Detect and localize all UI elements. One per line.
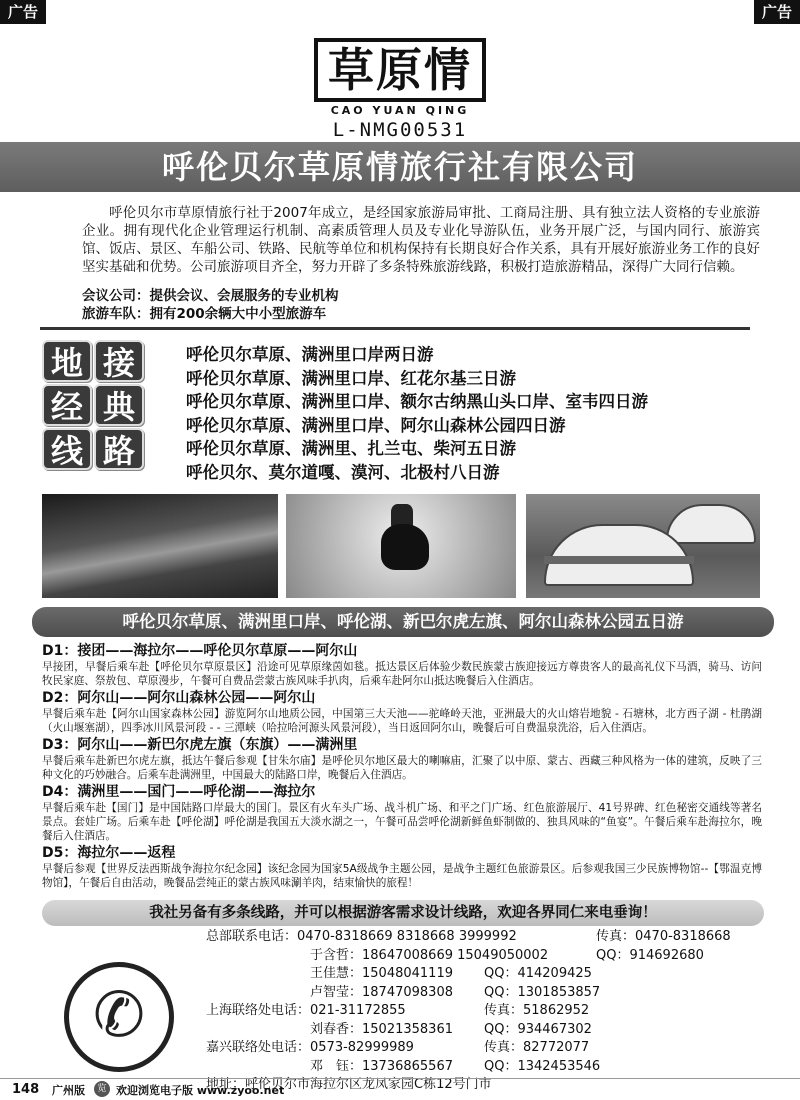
itinerary-day	[42, 642, 762, 688]
section-char-tile: 接	[94, 340, 144, 382]
route-item: 呼伦贝尔、莫尔道嘎、漠河、北极村八日游	[186, 462, 500, 482]
contact-phone: 王佳慧：15048041119	[310, 966, 453, 981]
day-title: D3：阿尔山——新巴尔虎左旗（东旗）——满洲里	[42, 737, 358, 753]
contact-fax-qq: QQ：934467302	[484, 1021, 592, 1037]
route-item: 呼伦贝尔草原、满洲里、扎兰屯、柴河五日游	[186, 439, 516, 458]
page-footer	[0, 1078, 800, 1100]
day-title: D5：海拉尔——返程	[42, 845, 176, 861]
featured-tour-banner: 呼伦贝尔草原、满洲里口岸、呼伦湖、新巴尔虎左旗、阿尔山森林公园五日游	[32, 607, 774, 637]
route-item: 呼伦贝尔草原、满洲里口岸、红花尔基三日游	[186, 368, 516, 388]
itinerary-day	[42, 736, 762, 782]
day-description: 早餐后乘车赴新巴尔虎左旗，抵达午餐后参观【甘朱尔庙】是呼伦贝尔地区最大的喇嘛庙，汇聚了以中原、蒙古、西藏三种风格为一体的建筑，反映了三种文化的巧妙融合。后乘车赴满洲里，中国最大的陆路口岸，晚餐后入住酒店。	[42, 755, 762, 781]
itinerary-day	[42, 783, 762, 843]
divider	[40, 327, 750, 330]
horse-shape	[381, 524, 429, 570]
route-list	[186, 343, 648, 484]
footer-slogan: 欢迎浏览电子版 www.zyoo.net	[116, 1084, 285, 1097]
section-char-tile: 路	[94, 428, 144, 470]
contact-phone: 刘春香：15021358361	[310, 1021, 453, 1037]
section-char-tile: 地	[42, 340, 92, 382]
contact-fax-qq: 传真：0470-8318668	[596, 929, 731, 944]
itinerary-day	[42, 689, 762, 735]
yurt-shape	[666, 504, 756, 544]
section-heading-tiles	[42, 340, 152, 472]
photo-horse-rider	[286, 494, 516, 598]
section-char-tile: 线	[42, 428, 92, 470]
route-item: 呼伦贝尔草原、满洲里口岸、额尔古纳黑山头口岸、室韦四日游	[186, 392, 648, 411]
contact-fax-qq: QQ：1342453546	[484, 1058, 601, 1074]
contact-phone: 卢智莹：18747098308	[310, 984, 453, 1000]
day-title: D2：阿尔山——阿尔山森林公园——阿尔山	[42, 690, 316, 706]
contact-fax-qq: QQ：914692680	[596, 947, 704, 963]
contact-address: 地址：呼伦贝尔市海拉尔区龙凤家园C栋12号门市	[206, 1077, 492, 1092]
day-description: 早餐后乘车赴【国门】是中国陆路口岸最大的国门。景区有火车头广场、战斗机广场、和平之门广场、红色旅游展厅、41号界碑、红色秘密交通线等著名景点。套娃广场。后乘车赴【呼伦湖】呼伦湖是我国五大淡水湖之一，午餐可品尝呼伦湖新鲜鱼虾制做的、独具风味的“鱼宴”。午餐后乘车赴海拉尔，晚餐后入住酒店。	[42, 802, 762, 842]
company-intro: 呼伦贝尔市草原情旅行社于2007年成立，是经国家旅游局审批、工商局注册、具有独立法人资格的专业旅游企业。拥有现代化企业管理运行机制、高素质管理人员及专业化导游队伍，业务开展广泛，与国内同行、旅游宾馆、饭店、景区、车船公司、铁路、民航等单位和机构保持有长期良好合作关系，具有开展好旅游业务工作的良好坚实基础和优势。公司旅游项目齐全，努力开辟了多条特殊旅游线路，积极打造旅游精品，深得广大同行信赖。	[82, 205, 760, 275]
ad-label-right: 广告	[754, 0, 800, 24]
day-title: D4：满洲里——国门——呼伦湖——海拉尔	[42, 784, 316, 800]
route-item: 呼伦贝尔草原、满洲里口岸两日游	[186, 345, 434, 364]
section-char-tile: 经	[42, 384, 92, 426]
contact-fax-qq: 传真：82772077	[484, 1040, 590, 1055]
photo-river-landscape	[42, 494, 278, 598]
yurt-band	[544, 556, 694, 564]
logo-pinyin: CAO YUAN QING	[330, 104, 470, 117]
logo-mark: 草原情	[314, 38, 486, 102]
contact-phone: 于含哲：18647008669 15049050002	[310, 947, 549, 963]
company-name-banner: 呼伦贝尔草原情旅行社有限公司	[0, 142, 800, 192]
itinerary	[42, 642, 762, 891]
day-title: D1：接团——海拉尔——呼伦贝尔草原——阿尔山	[42, 643, 358, 659]
ad-label-left: 广告	[0, 0, 46, 24]
telephone-icon: ✆	[64, 962, 174, 1072]
itinerary-day	[42, 844, 762, 890]
license-number: L-NMG00531	[332, 119, 468, 141]
company-logo	[0, 38, 800, 141]
contact-phone: 邓 钰：13736865567	[310, 1058, 453, 1074]
page-number: 148	[12, 1082, 40, 1097]
edition-label: 广州版	[52, 1084, 85, 1097]
contact-phone: 总部联系电话：0470-8318669 8318668 3999992	[206, 929, 517, 944]
contact-phone: 嘉兴联络处电话：0573-82999989	[206, 1040, 414, 1055]
intro-meeting-service: 会议公司：提供会议、会展服务的专业机构	[82, 288, 339, 304]
day-description: 早餐后参观【世界反法西斯战争海拉尔纪念园】该纪念园为国家5A级战争主题公园，是战争主题红色旅游景区。后参观我国三少民族博物馆--【鄂温克博物馆】，午餐后自由活动，晚餐品尝纯正的蒙古族风味涮羊肉，结束愉快的旅程！	[42, 863, 762, 889]
route-item: 呼伦贝尔草原、满洲里口岸、阿尔山森林公园四日游	[186, 415, 566, 435]
contact-fax-qq: 传真：51862952	[484, 1003, 590, 1018]
contact-fax-qq: QQ：414209425	[484, 966, 592, 981]
day-description: 早接团，早餐后乘车赴【呼伦贝尔草原景区】沿途可见草原缘茵如毯。抵达景区后体验少数民族蒙古族迎接远方尊贵客人的最高礼仪下马酒，骑马、访问牧民家庭、祭敖包、草原漫步，午餐可自费品尝蒙古族风味手扒肉，后乘车赴阿尔山抵达晚餐后入住酒店。	[42, 661, 762, 687]
section-char-tile: 典	[94, 384, 144, 426]
photo-yurts	[526, 494, 760, 598]
contact-slogan-banner: 我社另备有多条线路，并可以根据游客需求设计线路，欢迎各界同仁来电垂询！	[42, 900, 764, 926]
browse-icon: 览	[94, 1081, 110, 1097]
intro-bus-fleet: 旅游车队：拥有200余辆大中小型旅游车	[82, 306, 327, 322]
day-description: 早餐后乘车赴【阿尔山国家森林公园】游览阿尔山地质公园，中国第三大天池——驼峰岭天池，亚洲最大的火山熔岩地貌 - 石塘林，北方西子湖 - 杜鹃湖（火山堰塞湖），四季冰川风景河段 - - 三潭峡（哈拉哈河源头风景河段），当日返回阿尔山，晚餐后可自费温泉洗浴，后入住酒店。	[42, 708, 762, 734]
contact-fax-qq: QQ：1301853857	[484, 984, 601, 1000]
contact-phone: 上海联络处电话：021-31172855	[206, 1003, 406, 1018]
